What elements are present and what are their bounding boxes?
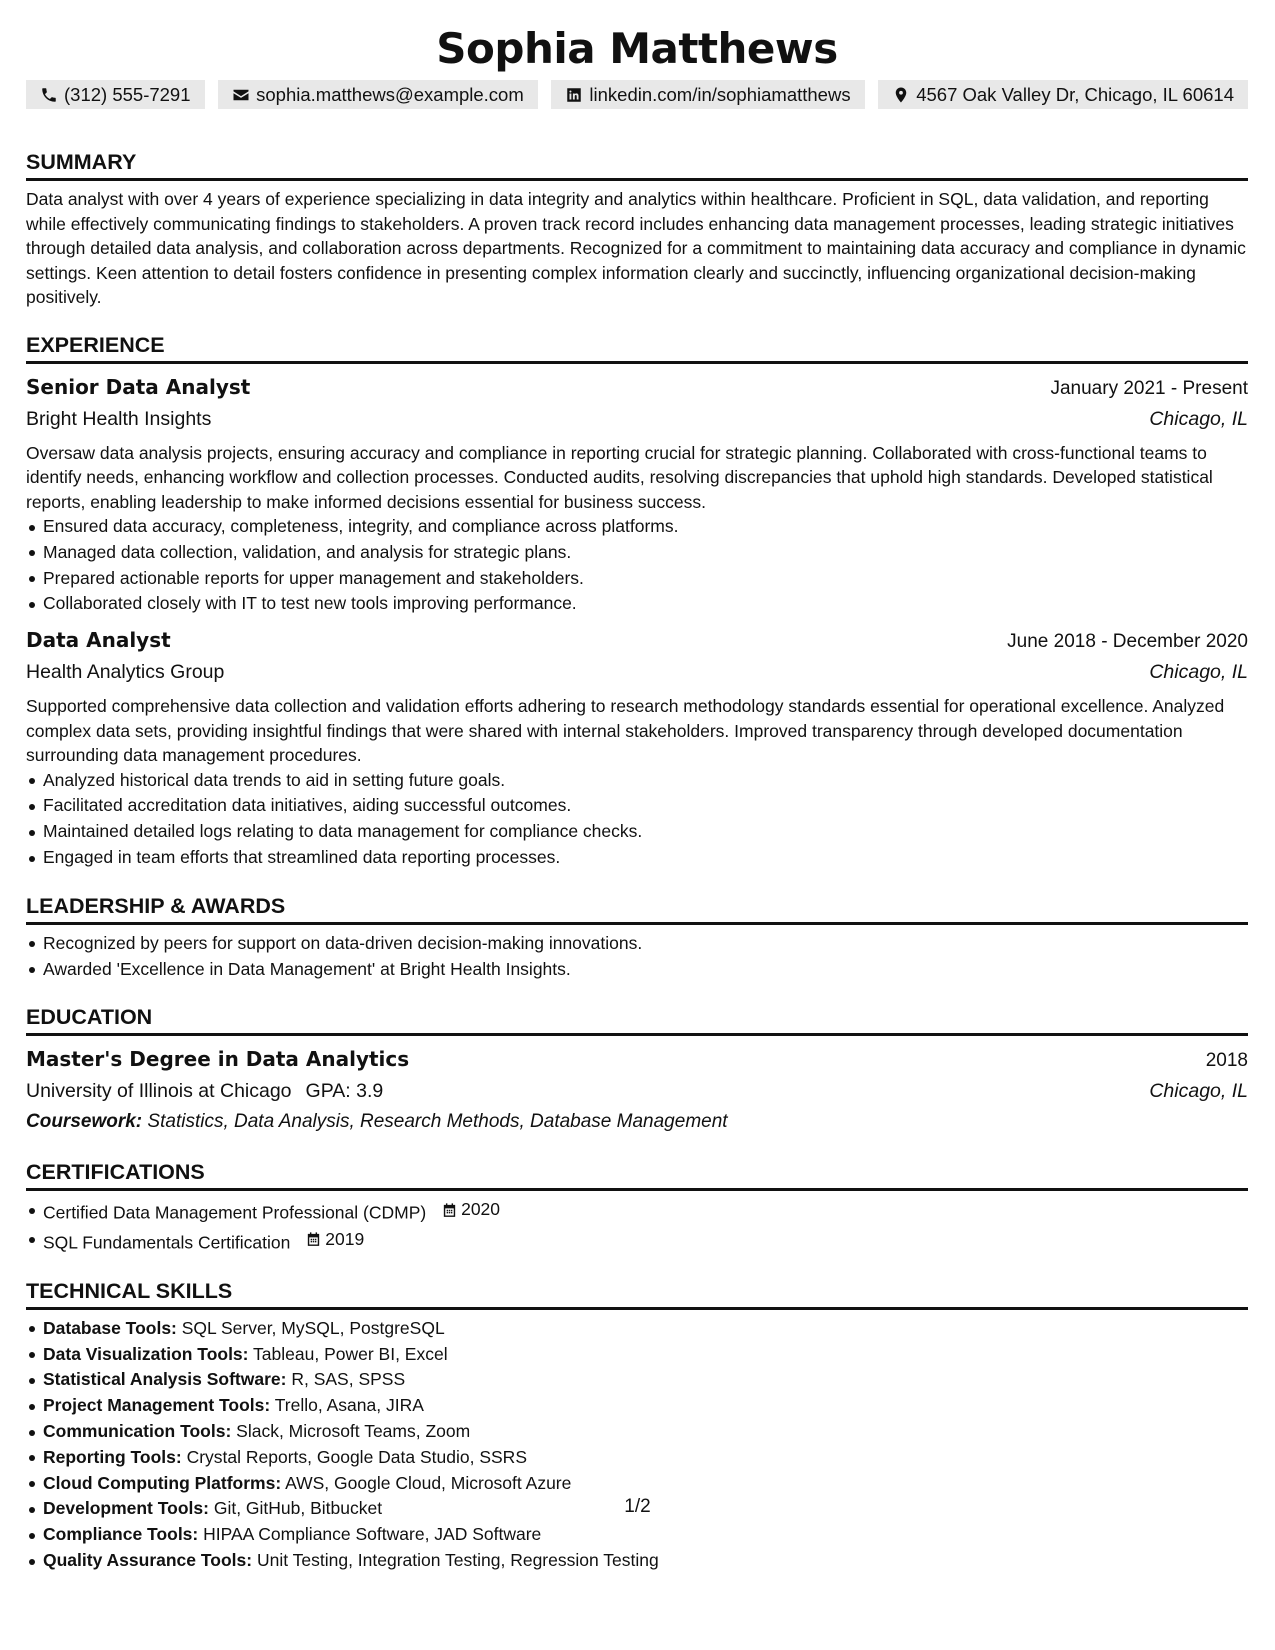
skills-list: [26, 1316, 1248, 1574]
list-item: Maintained detailed logs relating to data management for compliance checks.: [43, 819, 1248, 845]
skill-value: Slack, Microsoft Teams, Zoom: [236, 1421, 471, 1442]
email-chip[interactable]: [218, 80, 538, 109]
list-item: [43, 1393, 1248, 1419]
section-title-education: EDUCATION: [26, 1004, 1248, 1036]
coursework-line: [26, 1107, 1248, 1137]
skill-label: Quality Assurance Tools:: [43, 1550, 253, 1571]
cert-date: [441, 1197, 500, 1223]
job-location: Chicago, IL: [1149, 661, 1248, 684]
job-entry: [26, 625, 1248, 871]
job-description: Supported comprehensive data collection and validation efforts adhering to research methodology standards essential for operational excellence. Analyzed complex data sets, providing insightful findings that were shared with internal stakeholders. Improved transparency through developed documentation surrounding data management procedures.: [26, 696, 1225, 766]
section-title-certifications: CERTIFICATIONS: [26, 1159, 1248, 1191]
section-title-leadership: LEADERSHIP & AWARDS: [26, 893, 1248, 925]
list-item: Prepared actionable reports for upper management and stakeholders.: [43, 566, 1248, 592]
school-location: Chicago, IL: [1149, 1080, 1248, 1103]
experience-section: [26, 332, 1248, 871]
list-item: [43, 1197, 1248, 1226]
skill-label: Development Tools:: [43, 1498, 209, 1519]
skill-label: Statistical Analysis Software:: [43, 1369, 287, 1390]
job-bullets: [26, 768, 1248, 871]
contact-bar: [26, 80, 1248, 109]
address-chip: [878, 80, 1248, 109]
list-item: Facilitated accreditation data initiatives, aiding successful outcomes.: [43, 793, 1248, 819]
skill-value: Trello, Asana, JIRA: [274, 1395, 424, 1416]
skill-value: SQL Server, MySQL, PostgreSQL: [181, 1317, 445, 1338]
skill-label: Data Visualization Tools:: [43, 1343, 249, 1364]
section-title-skills: TECHNICAL SKILLS: [26, 1278, 1248, 1310]
cert-year-text: 2019: [325, 1228, 365, 1249]
phone-chip[interactable]: [26, 80, 205, 109]
certifications-section: [26, 1159, 1248, 1255]
coursework-label: Coursework:: [26, 1111, 143, 1133]
certifications-list: [26, 1197, 1248, 1255]
skills-section: [26, 1278, 1248, 1574]
linkedin-text: linkedin.com/in/sophiamatthews: [589, 83, 851, 105]
company-name: Health Analytics Group: [26, 661, 225, 684]
coursework-text: Statistics, Data Analysis, Research Methods, Database Management: [147, 1111, 728, 1133]
envelope-icon: [232, 86, 250, 104]
cert-name: Certified Data Management Professional (CDMP): [43, 1202, 427, 1223]
job-entry: [26, 372, 1248, 618]
job-description: Oversaw data analysis projects, ensuring accuracy and compliance in reporting crucial for strategic planning. Collaborated with cross-functional teams to identify needs, enhancing workflow and collection processes. Conducted audits, resolving discrepancies that uphold high standards. Developed statistical reports, enabling leadership to make informed decisions essential for business success.: [26, 442, 1213, 512]
section-title-experience: EXPERIENCE: [26, 332, 1248, 364]
education-entry: [26, 1044, 1248, 1137]
job-dates: January 2021 - Present: [1050, 377, 1248, 399]
list-item: [43, 1342, 1248, 1368]
school-name: University of Illinois at Chicago: [26, 1080, 292, 1103]
job-location: Chicago, IL: [1149, 407, 1248, 430]
section-title-summary: SUMMARY: [26, 149, 1248, 181]
list-item: Recognized by peers for support on data-driven decision-making innovations.: [43, 931, 1248, 957]
skill-label: Compliance Tools:: [43, 1524, 199, 1545]
skill-label: Database Tools:: [43, 1317, 177, 1338]
skill-label: Reporting Tools:: [43, 1446, 182, 1467]
list-item: [43, 1445, 1248, 1471]
email-text: sophia.matthews@example.com: [256, 83, 524, 105]
summary-section: [26, 149, 1248, 310]
job-dates: June 2018 - December 2020: [1007, 631, 1248, 653]
linkedin-chip[interactable]: [551, 80, 864, 109]
list-item: [43, 1227, 1248, 1256]
resume-page: [26, 0, 1248, 1574]
leadership-section: [26, 893, 1248, 983]
skill-value: Tableau, Power BI, Excel: [253, 1343, 448, 1364]
gpa-text: GPA: 3.9: [305, 1080, 384, 1103]
job-title: Data Analyst: [26, 628, 171, 653]
list-item: Managed data collection, validation, and analysis for strategic plans.: [43, 540, 1248, 566]
cert-year-text: 2020: [461, 1199, 501, 1220]
school-line: [26, 1076, 383, 1107]
list-item: [43, 1367, 1248, 1393]
map-pin-icon: [892, 86, 910, 104]
skill-value: Git, GitHub, Bitbucket: [213, 1498, 383, 1519]
skill-value: HIPAA Compliance Software, JAD Software: [203, 1524, 542, 1545]
cert-name: SQL Fundamentals Certification: [43, 1232, 291, 1253]
skill-value: AWS, Google Cloud, Microsoft Azure: [285, 1472, 572, 1493]
list-item: [43, 1471, 1248, 1497]
cert-date: [305, 1227, 364, 1253]
list-item: [43, 1548, 1248, 1574]
skill-value: R, SAS, SPSS: [291, 1369, 406, 1390]
list-item: Analyzed historical data trends to aid in setting future goals.: [43, 768, 1248, 794]
job-title: Senior Data Analyst: [26, 374, 251, 399]
list-item: [43, 1522, 1248, 1548]
address-text: 4567 Oak Valley Dr, Chicago, IL 60614: [916, 83, 1234, 105]
calendar-icon: [305, 1231, 322, 1248]
phone-text: (312) 555-7291: [64, 83, 191, 105]
calendar-icon: [441, 1202, 458, 1219]
company-name: Bright Health Insights: [26, 407, 212, 430]
skill-value: Crystal Reports, Google Data Studio, SSRS: [186, 1446, 527, 1467]
degree-title: Master's Degree in Data Analytics: [26, 1047, 410, 1072]
skill-label: Communication Tools:: [43, 1421, 232, 1442]
list-item: [43, 1419, 1248, 1445]
leadership-list: [26, 931, 1248, 983]
list-item: Awarded 'Excellence in Data Management' at Bright Health Insights.: [43, 957, 1248, 983]
education-section: [26, 1004, 1248, 1137]
skill-value: Unit Testing, Integration Testing, Regression Testing: [256, 1550, 659, 1571]
phone-icon: [40, 86, 58, 104]
page-number: 1/2: [624, 1496, 651, 1517]
list-item: Collaborated closely with IT to test new tools improving performance.: [43, 591, 1248, 617]
graduation-year: 2018: [1205, 1050, 1248, 1072]
skill-label: Cloud Computing Platforms:: [43, 1472, 282, 1493]
list-item: Engaged in team efforts that streamlined data reporting processes.: [43, 845, 1248, 871]
list-item: Ensured data accuracy, completeness, integrity, and compliance across platforms.: [43, 514, 1248, 540]
list-item: [43, 1316, 1248, 1342]
linkedin-icon: [565, 86, 583, 104]
candidate-name: Sophia Matthews: [436, 24, 838, 73]
summary-text: Data analyst with over 4 years of experience specializing in data integrity and analytics within healthcare. Proficient in SQL, data validation, and reporting while effectively communicating findings to stakeholders. A proven track record includes enhancing data management processes, leading strategic initiatives through detailed data analysis, and collaboration across departments. Recognized for a commitment to maintaining data accuracy and compliance in dynamic settings. Keen attention to detail fosters confidence in presenting complex information clearly and succinctly, influencing organizational decision-making positively.: [26, 189, 1246, 307]
skill-label: Project Management Tools:: [43, 1395, 271, 1416]
job-bullets: [26, 514, 1248, 617]
